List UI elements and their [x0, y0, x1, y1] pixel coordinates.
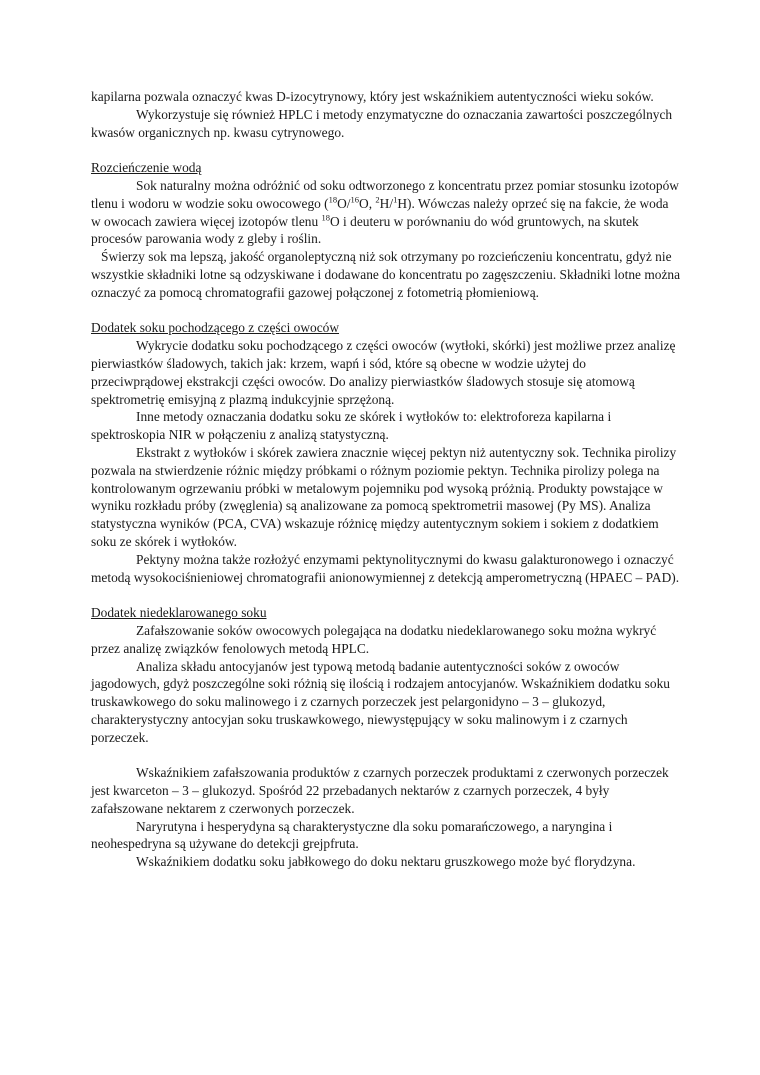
undeclared-paragraph-3: Wskaźnikiem zafałszowania produktów z czarnych porzeczek produktami z czerwonych porzeczek jest kwarceton – 3 – glukozyd. Spośród 22 przebadanych nektarów z czarnych porzeczek, 4 były zafałszowane nektarem z czerwonych porzeczek. [91, 765, 669, 816]
intro-paragraph-2: Wykorzystuje się również HPLC i metody enzymatyczne do oznaczania zawartości poszczególnych kwasów organicznych np. kwasu cytrynowego. [91, 106, 673, 140]
document-page [91, 88, 681, 871]
dilution-paragraph-1: Sok naturalny można odróżnić od soku odtworzonego z koncentratu przez pomiar stosunku izotopów tlenu i wodoru w wodzie soku owocowego ($^{18}$O/$^{16}$O, $^2$H/$^1$H). Wówczas należy oprzeć się na fakcie, że woda w owocach zawiera więcej izotopów tlenu $^{18}$O i deuteru w porównaniu do wód gruntowych, na skutek procesów parowania wody z gleby i roślin. [91, 177, 679, 247]
fruit-parts-paragraph-1: Wykrycie dodatku soku pochodzącego z części owoców (wytłoki, skórki) jest możliwe przez analizę pierwiastków śladowych, takich jak: krzem, wapń i sód, które są obecne w wodzie użytej do przeciwprądowej ekstrakcji części owoców. Do analizy pierwiastków śladowych stosuje się atomową spektrometrię emisyjną z plazmą indukcyjnie sprzężoną. [91, 338, 676, 407]
spacer [91, 586, 681, 604]
spacer [91, 141, 681, 159]
spacer [91, 746, 681, 764]
undeclared-paragraph-2: Analiza składu antocyjanów jest typową metodą badanie autentyczności soków z owoców jagodowych, gdyż poszczególne soki różnią się ilością i rodzajem antocyjanów. Wskaźnikiem dodatku soku truskawkowego do soku malinowego i z czarnych porzeczek jest pelargonidyno – 3 – glukozyd, charakterystyczny antocyjan soku truskawkowego, niewystępujący w soku malinowym i z czarnych porzeczek. [91, 658, 670, 745]
undeclared-paragraph-1: Zafałszowanie soków owocowych polegająca na dodatku niedeklarowanego soku można wykryć przez analizę związków fenolowych metodą HPLC. [91, 622, 657, 656]
section-heading-dilution: Rozcieńczenie wodą [91, 160, 202, 176]
fruit-parts-paragraph-3: Ekstrakt z wytłoków i skórek zawiera znacznie więcej pektyn niż autentyczny sok. Technika pirolizy pozwala na stwierdzenie różnic między próbkami o różnym poziomie pektyn. Technika pirolizy polega na kontrolowanym ogrzewaniu próbki w metalowym pojemniku pod wysoką próżnią. Produkty powstające w wyniku rozkładu próby (zwęglenia) są analizowane za pomocą spektrometrii masowej (Py MS). Analiza statystyczna wyników (PCA, CVA) wskazuje różnicę między autentycznym sokiem i sokiem z dodatkiem soku ze skórek i wytłoków. [91, 444, 677, 549]
intro-paragraph-1: kapilarna pozwala oznaczyć kwas D-izocytrynowy, który jest wskaźnikiem autentyczności wieku soków. [91, 89, 654, 104]
dilution-paragraph-2: Świerzy sok ma lepszą, jakość organoleptyczną niż sok otrzymany po rozcieńczeniu koncentratu, gdyż nie wszystkie składniki lotne są odzyskiwane i dodawane do koncentratu po zagęszczeniu. Składniki lotne można oznaczyć za pomocą chromatografii gazowej połączonej z fotometrią płomieniową. [91, 249, 681, 300]
undeclared-paragraph-4: Naryrutyna i hesperydyna są charakterystyczne dla soku pomarańczowego, a naryngina i neohespedryna są używane do detekcji grejpfruta. [91, 818, 613, 852]
spacer [91, 302, 681, 320]
fruit-parts-paragraph-4: Pektyny można także rozłożyć enzymami pektynolitycznymi do kwasu galakturonowego i oznaczyć metodą wysokociśnieniowej chromatografii anionowymiennej z detekcją amperometryczną (HPAEC – PAD). [91, 551, 680, 585]
undeclared-paragraph-5: Wskaźnikiem dodatku soku jabłkowego do doku nektaru gruszkowego może być florydzyna. [136, 854, 636, 870]
fruit-parts-paragraph-2: Inne metody oznaczania dodatku soku ze skórek i wytłoków to: elektroforeza kapilarna i spektroskopia NIR w połączeniu z analizą statystyczną. [91, 409, 612, 443]
section-heading-fruit-parts: Dodatek soku pochodzącego z części owoców [91, 320, 340, 336]
section-heading-undeclared-juice: Dodatek niedeklarowanego soku [91, 605, 267, 621]
